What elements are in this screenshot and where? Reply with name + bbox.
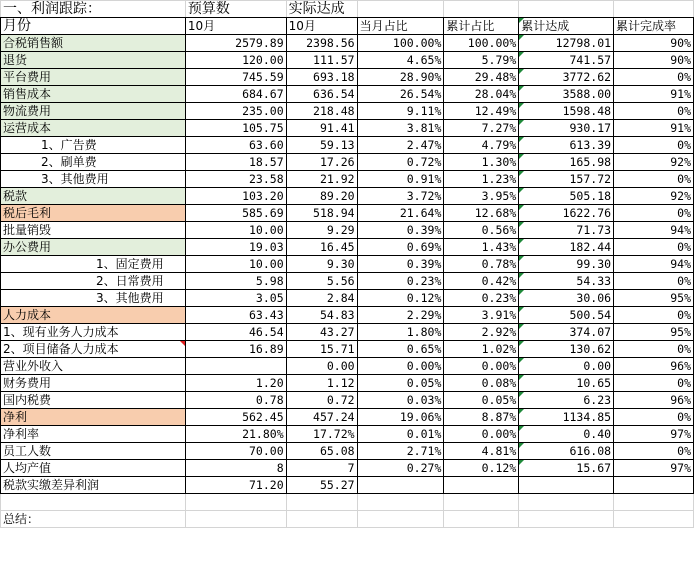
summary-label-cell[interactable]: 总结： <box>1 511 186 528</box>
actual-value-cell[interactable]: 2398.56 <box>286 35 357 52</box>
table-row <box>1 443 694 460</box>
sheet-title-cell[interactable]: 一、利润跟踪： <box>1 1 186 18</box>
budget-value-cell[interactable]: 70.00 <box>185 443 286 460</box>
month-ratio-cell[interactable]: 0.00% <box>357 358 444 375</box>
table-row <box>1 239 694 256</box>
table-row <box>1 137 694 154</box>
item-name-cell[interactable]: 1、固定费用 <box>1 256 186 273</box>
month-ratio-cell[interactable]: 0.23% <box>357 273 444 290</box>
item-name-cell[interactable]: 批量销毁 <box>1 222 186 239</box>
month-ratio-cell[interactable]: 0.72% <box>357 154 444 171</box>
actual-label-cell[interactable]: 实际达成 <box>286 1 357 18</box>
item-name-cell[interactable]: 2、日常费用 <box>1 273 186 290</box>
cum-ratio-header-cell[interactable]: 累计占比 <box>444 18 519 35</box>
month-ratio-cell[interactable]: 0.69% <box>357 239 444 256</box>
month-ratio-cell[interactable] <box>357 477 444 494</box>
cum-ratio-cell[interactable]: 1.43% <box>444 239 519 256</box>
table-row <box>1 103 694 120</box>
budget-value-cell[interactable]: 16.89 <box>185 341 286 358</box>
budget-value-cell[interactable]: 120.00 <box>185 52 286 69</box>
completion-rate-cell[interactable]: 90% <box>614 52 694 69</box>
completion-rate-cell[interactable]: 0% <box>614 341 694 358</box>
budget-value-cell[interactable]: 8 <box>185 460 286 477</box>
table-row <box>1 154 694 171</box>
month-ratio-cell[interactable]: 0.39% <box>357 222 444 239</box>
cum-ratio-cell[interactable]: 28.04% <box>444 86 519 103</box>
completion-rate-cell[interactable]: 0% <box>614 205 694 222</box>
budget-value-cell[interactable]: 3.05 <box>185 290 286 307</box>
actual-value-cell[interactable]: 218.48 <box>286 103 357 120</box>
cum-ratio-cell[interactable]: 1.30% <box>444 154 519 171</box>
table-row <box>1 256 694 273</box>
actual-value-cell[interactable]: 54.83 <box>286 307 357 324</box>
completion-rate-cell[interactable]: 0% <box>614 103 694 120</box>
item-name-cell[interactable]: 财务费用 <box>1 375 186 392</box>
actual-value-cell[interactable]: 518.94 <box>286 205 357 222</box>
actual-value-cell[interactable]: 0.00 <box>286 358 357 375</box>
summary-row <box>1 511 694 528</box>
cum-achieved-cell[interactable]: 15.67 <box>519 460 614 477</box>
completion-rate-cell[interactable]: 96% <box>614 358 694 375</box>
completion-rate-cell[interactable]: 0% <box>614 69 694 86</box>
item-name-cell[interactable]: 税款实缴差异利润 <box>1 477 186 494</box>
completion-rate-cell[interactable]: 91% <box>614 120 694 137</box>
cum-ratio-cell[interactable]: 0.23% <box>444 290 519 307</box>
cum-ratio-cell[interactable]: 29.48% <box>444 69 519 86</box>
table-row <box>1 358 694 375</box>
completion-rate-cell[interactable]: 0% <box>614 409 694 426</box>
cum-achieved-cell[interactable]: 0.00 <box>519 358 614 375</box>
item-name-cell[interactable]: 2、项目储备人力成本 <box>1 341 186 358</box>
month-ratio-cell[interactable]: 100.00% <box>357 35 444 52</box>
empty-cell[interactable] <box>614 1 694 18</box>
actual-value-cell[interactable]: 9.29 <box>286 222 357 239</box>
cum-achieved-cell[interactable]: 741.57 <box>519 52 614 69</box>
table-row <box>1 52 694 69</box>
month-ratio-cell[interactable]: 1.80% <box>357 324 444 341</box>
cum-achieved-cell[interactable]: 1598.48 <box>519 103 614 120</box>
cum-ratio-cell[interactable]: 12.68% <box>444 205 519 222</box>
table-row <box>1 171 694 188</box>
budget-value-cell[interactable]: 5.98 <box>185 273 286 290</box>
item-name-cell[interactable]: 员工人数 <box>1 443 186 460</box>
actual-value-cell[interactable]: 2.84 <box>286 290 357 307</box>
cum-achieved-cell[interactable]: 10.65 <box>519 375 614 392</box>
budget-value-cell[interactable]: 103.20 <box>185 188 286 205</box>
month-ratio-cell[interactable]: 0.05% <box>357 375 444 392</box>
month-ratio-cell[interactable]: 19.06% <box>357 409 444 426</box>
actual-value-cell[interactable]: 17.72% <box>286 426 357 443</box>
budget-value-cell[interactable]: 585.69 <box>185 205 286 222</box>
budget-value-cell[interactable]: 684.67 <box>185 86 286 103</box>
cum-achieved-cell[interactable]: 165.98 <box>519 154 614 171</box>
budget-value-cell[interactable]: 21.80% <box>185 426 286 443</box>
cum-achieved-cell[interactable]: 500.54 <box>519 307 614 324</box>
completion-rate-cell[interactable]: 91% <box>614 86 694 103</box>
completion-rate-cell[interactable]: 94% <box>614 256 694 273</box>
empty-cell[interactable] <box>519 511 614 528</box>
cum-ratio-cell[interactable]: 1.02% <box>444 341 519 358</box>
month-ratio-cell[interactable]: 0.12% <box>357 290 444 307</box>
month-ratio-cell[interactable]: 26.54% <box>357 86 444 103</box>
item-name-cell[interactable]: 办公费用 <box>1 239 186 256</box>
budget-value-cell[interactable]: 1.20 <box>185 375 286 392</box>
item-name-cell[interactable]: 运营成本 <box>1 120 186 137</box>
item-name-cell[interactable]: 3、其他费用 <box>1 171 186 188</box>
completion-rate-cell[interactable]: 0% <box>614 273 694 290</box>
completion-rate-cell[interactable]: 0% <box>614 137 694 154</box>
cum-achieved-cell[interactable]: 613.39 <box>519 137 614 154</box>
cum-achieved-cell[interactable]: 374.07 <box>519 324 614 341</box>
item-name-cell[interactable]: 合税销售额 <box>1 35 186 52</box>
completion-rate-cell[interactable]: 0% <box>614 307 694 324</box>
cum-achieved-cell[interactable]: 6.23 <box>519 392 614 409</box>
item-name-cell[interactable]: 3、其他费用 <box>1 290 186 307</box>
actual-value-cell[interactable]: 65.08 <box>286 443 357 460</box>
cum-ratio-cell[interactable]: 0.56% <box>444 222 519 239</box>
cum-achieved-cell[interactable]: 54.33 <box>519 273 614 290</box>
completion-rate-cell[interactable]: 95% <box>614 324 694 341</box>
actual-value-cell[interactable]: 17.26 <box>286 154 357 171</box>
table-row <box>1 69 694 86</box>
budget-value-cell[interactable]: 18.57 <box>185 154 286 171</box>
month-ratio-cell[interactable]: 0.65% <box>357 341 444 358</box>
month-ratio-header-cell[interactable]: 当月占比 <box>357 18 444 35</box>
cum-ratio-cell[interactable]: 0.00% <box>444 358 519 375</box>
empty-cell[interactable] <box>357 1 444 18</box>
cum-ratio-cell[interactable]: 0.42% <box>444 273 519 290</box>
item-name-cell[interactable]: 净利 <box>1 409 186 426</box>
month-ratio-cell[interactable]: 0.03% <box>357 392 444 409</box>
cum-ratio-cell[interactable]: 8.87% <box>444 409 519 426</box>
budget-value-cell[interactable]: 562.45 <box>185 409 286 426</box>
empty-cell[interactable] <box>185 511 286 528</box>
actual-value-cell[interactable]: 457.24 <box>286 409 357 426</box>
cum-ratio-cell[interactable] <box>444 477 519 494</box>
actual-value-cell[interactable]: 59.13 <box>286 137 357 154</box>
item-name-cell[interactable]: 人力成本 <box>1 307 186 324</box>
table-row <box>1 273 694 290</box>
empty-cell[interactable] <box>286 494 357 511</box>
budget-value-cell[interactable]: 19.03 <box>185 239 286 256</box>
month-ratio-cell[interactable]: 2.47% <box>357 137 444 154</box>
table-row <box>1 375 694 392</box>
month-ratio-cell[interactable]: 28.90% <box>357 69 444 86</box>
table-row <box>1 460 694 477</box>
month-ratio-cell[interactable]: 4.65% <box>357 52 444 69</box>
cum-achieved-cell[interactable]: 1134.85 <box>519 409 614 426</box>
completion-rate-cell[interactable]: 96% <box>614 392 694 409</box>
actual-value-cell[interactable]: 9.30 <box>286 256 357 273</box>
month-ratio-cell[interactable]: 0.27% <box>357 460 444 477</box>
item-name-cell[interactable]: 税款 <box>1 188 186 205</box>
cum-ratio-cell[interactable]: 0.08% <box>444 375 519 392</box>
cum-achieved-cell[interactable]: 99.30 <box>519 256 614 273</box>
empty-cell[interactable] <box>444 1 519 18</box>
month-ratio-cell[interactable]: 0.39% <box>357 256 444 273</box>
completion-rate-cell[interactable]: 0% <box>614 443 694 460</box>
empty-cell[interactable] <box>614 494 694 511</box>
budget-value-cell[interactable]: 745.59 <box>185 69 286 86</box>
cum-achieved-cell[interactable]: 130.62 <box>519 341 614 358</box>
item-name-cell[interactable]: 人均产值 <box>1 460 186 477</box>
budget-value-cell[interactable]: 2579.89 <box>185 35 286 52</box>
cum-ratio-cell[interactable]: 1.23% <box>444 171 519 188</box>
completion-rate-cell[interactable]: 0% <box>614 171 694 188</box>
table-row <box>1 86 694 103</box>
table-row <box>1 205 694 222</box>
cum-achieved-header-cell[interactable]: 累计达成 <box>519 18 614 35</box>
cum-ratio-cell[interactable]: 4.81% <box>444 443 519 460</box>
budget-value-cell[interactable]: 0.78 <box>185 392 286 409</box>
cum-achieved-cell[interactable]: 1622.76 <box>519 205 614 222</box>
cum-achieved-cell[interactable]: 3772.62 <box>519 69 614 86</box>
cum-achieved-cell[interactable]: 616.08 <box>519 443 614 460</box>
cum-ratio-cell[interactable]: 0.05% <box>444 392 519 409</box>
cum-ratio-cell[interactable]: 3.91% <box>444 307 519 324</box>
budget-value-cell[interactable]: 235.00 <box>185 103 286 120</box>
empty-cell[interactable] <box>185 494 286 511</box>
cum-ratio-cell[interactable]: 3.95% <box>444 188 519 205</box>
item-name-cell[interactable]: 退货 <box>1 52 186 69</box>
item-name-cell[interactable]: 2、刷单费 <box>1 154 186 171</box>
actual-value-cell[interactable]: 636.54 <box>286 86 357 103</box>
cum-achieved-cell[interactable]: 30.06 <box>519 290 614 307</box>
header-row-1 <box>1 1 694 18</box>
table-row <box>1 35 694 52</box>
blank-row <box>1 494 694 511</box>
cum-achieved-cell[interactable] <box>519 477 614 494</box>
completion-rate-cell[interactable]: 0% <box>614 375 694 392</box>
cum-ratio-cell[interactable]: 0.78% <box>444 256 519 273</box>
cum-achieved-cell[interactable]: 0.40 <box>519 426 614 443</box>
completion-rate-cell[interactable]: 94% <box>614 222 694 239</box>
cum-achieved-cell[interactable]: 505.18 <box>519 188 614 205</box>
empty-cell[interactable] <box>444 494 519 511</box>
table-row <box>1 426 694 443</box>
completion-rate-cell[interactable]: 92% <box>614 188 694 205</box>
item-name-cell[interactable]: 物流费用 <box>1 103 186 120</box>
item-name-cell[interactable]: 净利率 <box>1 426 186 443</box>
table-row <box>1 392 694 409</box>
empty-cell[interactable] <box>519 494 614 511</box>
cum-ratio-cell[interactable]: 100.00% <box>444 35 519 52</box>
item-name-cell[interactable]: 平台费用 <box>1 69 186 86</box>
empty-cell[interactable] <box>444 511 519 528</box>
actual-value-cell[interactable]: 91.41 <box>286 120 357 137</box>
completion-rate-cell[interactable]: 0% <box>614 239 694 256</box>
cum-achieved-cell[interactable]: 71.73 <box>519 222 614 239</box>
month-label-cell[interactable]: 月份 <box>1 18 186 35</box>
actual-value-cell[interactable]: 111.57 <box>286 52 357 69</box>
empty-cell[interactable] <box>519 1 614 18</box>
empty-cell[interactable] <box>1 494 186 511</box>
budget-value-cell[interactable]: 63.43 <box>185 307 286 324</box>
month-ratio-cell[interactable]: 0.01% <box>357 426 444 443</box>
table-row <box>1 324 694 341</box>
month-ratio-cell[interactable]: 2.29% <box>357 307 444 324</box>
actual-value-cell[interactable]: 5.56 <box>286 273 357 290</box>
budget-value-cell[interactable]: 71.20 <box>185 477 286 494</box>
budget-value-cell[interactable]: 23.58 <box>185 171 286 188</box>
actual-value-cell[interactable]: 21.92 <box>286 171 357 188</box>
actual-value-cell[interactable]: 693.18 <box>286 69 357 86</box>
month-ratio-cell[interactable]: 2.71% <box>357 443 444 460</box>
cum-ratio-cell[interactable]: 4.79% <box>444 137 519 154</box>
month-ratio-cell[interactable]: 0.91% <box>357 171 444 188</box>
item-name-cell[interactable]: 税后毛利 <box>1 205 186 222</box>
actual-value-cell[interactable]: 15.71 <box>286 341 357 358</box>
actual-value-cell[interactable]: 55.27 <box>286 477 357 494</box>
completion-rate-cell[interactable]: 97% <box>614 426 694 443</box>
item-name-cell[interactable]: 1、广告费 <box>1 137 186 154</box>
cum-ratio-cell[interactable]: 5.79% <box>444 52 519 69</box>
cum-achieved-cell[interactable]: 3588.00 <box>519 86 614 103</box>
month-ratio-cell[interactable]: 3.72% <box>357 188 444 205</box>
actual-value-cell[interactable]: 7 <box>286 460 357 477</box>
cum-achieved-cell[interactable]: 12798.01 <box>519 35 614 52</box>
completion-rate-cell[interactable]: 97% <box>614 460 694 477</box>
empty-cell[interactable] <box>357 511 444 528</box>
cum-ratio-cell[interactable]: 0.12% <box>444 460 519 477</box>
cum-ratio-cell[interactable]: 12.49% <box>444 103 519 120</box>
budget-value-cell[interactable]: 105.75 <box>185 120 286 137</box>
cum-achieved-cell[interactable]: 930.17 <box>519 120 614 137</box>
empty-cell[interactable] <box>357 494 444 511</box>
budget-value-cell[interactable]: 63.60 <box>185 137 286 154</box>
table-row <box>1 120 694 137</box>
empty-cell[interactable] <box>286 511 357 528</box>
actual-value-cell[interactable]: 0.72 <box>286 392 357 409</box>
table-row <box>1 290 694 307</box>
cum-ratio-cell[interactable]: 7.27% <box>444 120 519 137</box>
budget-value-cell[interactable]: 10.00 <box>185 256 286 273</box>
item-name-cell[interactable]: 营业外收入 <box>1 358 186 375</box>
actual-value-cell[interactable]: 89.20 <box>286 188 357 205</box>
cum-ratio-cell[interactable]: 0.00% <box>444 426 519 443</box>
budget-value-cell[interactable]: 10.00 <box>185 222 286 239</box>
table-row <box>1 222 694 239</box>
completion-rate-cell[interactable]: 95% <box>614 290 694 307</box>
completion-rate-cell[interactable]: 90% <box>614 35 694 52</box>
table-row <box>1 307 694 324</box>
actual-value-cell[interactable]: 43.27 <box>286 324 357 341</box>
budget-value-cell[interactable]: 46.54 <box>185 324 286 341</box>
table-row <box>1 409 694 426</box>
table-row <box>1 477 694 494</box>
item-name-cell[interactable]: 1、现有业务人力成本 <box>1 324 186 341</box>
budget-label-cell[interactable]: 预算数 <box>185 1 286 18</box>
cum-completion-header-cell[interactable]: 累计完成率 <box>614 18 694 35</box>
cum-ratio-cell[interactable]: 2.92% <box>444 324 519 341</box>
cum-achieved-cell[interactable]: 157.72 <box>519 171 614 188</box>
month-ratio-cell[interactable]: 21.64% <box>357 205 444 222</box>
month-ratio-cell[interactable]: 3.81% <box>357 120 444 137</box>
month-ratio-cell[interactable]: 9.11% <box>357 103 444 120</box>
item-name-cell[interactable]: 国内税费 <box>1 392 186 409</box>
cum-achieved-cell[interactable]: 182.44 <box>519 239 614 256</box>
budget-month-cell[interactable]: 10月 <box>185 18 286 35</box>
table-row <box>1 188 694 205</box>
actual-month-cell[interactable]: 10月 <box>286 18 357 35</box>
completion-rate-cell[interactable]: 92% <box>614 154 694 171</box>
header-row-2 <box>1 18 694 35</box>
budget-value-cell[interactable] <box>185 358 286 375</box>
actual-value-cell[interactable]: 16.45 <box>286 239 357 256</box>
completion-rate-cell[interactable] <box>614 477 694 494</box>
empty-cell[interactable] <box>614 511 694 528</box>
table-row <box>1 341 694 358</box>
actual-value-cell[interactable]: 1.12 <box>286 375 357 392</box>
item-name-cell[interactable]: 销售成本 <box>1 86 186 103</box>
